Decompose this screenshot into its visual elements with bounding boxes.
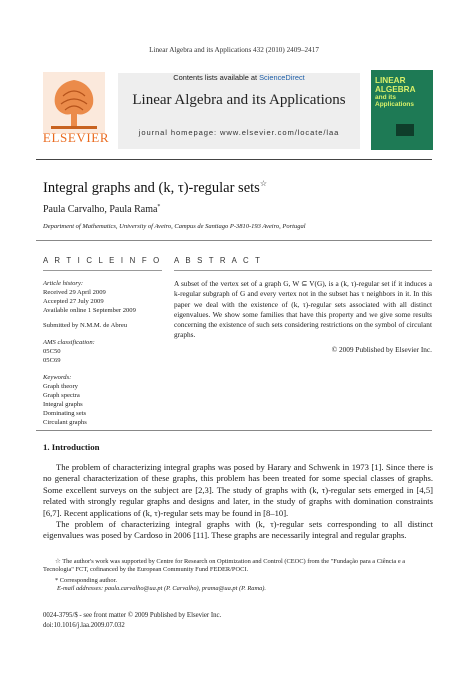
ams-label: AMS classification:: [43, 339, 95, 346]
body-paragraph: The problem of characterizing integral graphs with (k, τ)-regular sets corresponding to all distinct eigenvalues was posed by Cardoso in 2006 [11]. These graphs are necessarily integral and regular graphs.: [43, 519, 433, 541]
keyword: Graph theory: [43, 383, 78, 390]
ams-code: 05C69: [43, 357, 61, 364]
contents-prefix: Contents lists available at: [173, 73, 260, 82]
abstract-label: A B S T R A C T: [174, 256, 263, 265]
footnote-funding: ☆ The author's work was supported by Centre for Research on Optimization and Control (CEOC) from the "Fundação para a Ciência e a Tecnologia" FCT, cofinanced by the European Community Fund FEDER/POCI.: [43, 558, 406, 574]
footer-doi[interactable]: doi:10.1016/j.laa.2009.07.032: [43, 622, 125, 629]
header-rule: [36, 159, 432, 160]
cover-title: [375, 76, 431, 108]
title-footnote-mark[interactable]: ☆: [259, 179, 267, 188]
keyword: Circulant graphs: [43, 419, 87, 426]
ams-classification: [43, 338, 163, 365]
article-history: [43, 279, 163, 315]
keywords: [43, 373, 163, 427]
divider: [43, 270, 162, 271]
keyword: Dominating sets: [43, 410, 87, 417]
contents-line: [118, 73, 360, 82]
corresponding-author-mark[interactable]: *: [157, 204, 161, 210]
keywords-label: Keywords:: [43, 374, 72, 381]
history-item: Available online 1 September 2009: [43, 307, 136, 314]
article-title-text: Integral graphs and (k, τ)-regular sets: [43, 180, 260, 196]
publisher-name: ELSEVIER: [42, 130, 110, 145]
cover-badge: [396, 124, 414, 136]
body-paragraph: The problem of characterizing integral graphs was posed by Harary and Schwenk in 1973 [1]. Since there is no general characterization of these graphs, this problem has been treated for some special classes of graphs. Some excellent surveys on the subject are [2,3]. The study of graphs with (k, τ)-regular sets emerged in [4,5] related with strongly regular graphs and designs and later, in the study of graphs with domination constraints [6,7]. Recent applications of (k, τ)-regular sets may be found in [8–10].: [43, 462, 433, 518]
abstract-copyright: © 2009 Published by Elsevier Inc.: [331, 345, 432, 354]
journal-homepage[interactable]: journal homepage: www.elsevier.com/locate/laa: [138, 128, 340, 137]
footnote-email: E-mail addresses: paula.carvalho@ua.pt (P. Carvalho), prama@ua.pt (P. Rama).: [57, 585, 267, 592]
cover-title-line: Applications: [375, 101, 415, 108]
affiliation: Department of Mathematics, University of Aveiro, Campus de Santiago P-3810-193 Aveiro, Portugal: [43, 223, 306, 230]
history-item: Accepted 27 July 2009: [43, 298, 104, 305]
cover-title-line: ALGEBRA: [375, 85, 416, 94]
cover-title-line: LINEAR: [375, 76, 406, 85]
author-names: Paula Carvalho, Paula Rama: [43, 204, 158, 215]
divider: [36, 430, 432, 431]
divider: [174, 270, 432, 271]
elsevier-tree-logo: [43, 72, 105, 134]
history-item: Received 29 April 2009: [43, 289, 106, 296]
authors: [43, 204, 160, 215]
article-title: [43, 179, 267, 197]
article-info-label: A R T I C L E I N F O: [43, 256, 162, 265]
cover-title-line: and its: [375, 94, 396, 101]
submitted-by: Submitted by N.M.M. de Abreu: [43, 322, 128, 329]
sciencedirect-link[interactable]: ScienceDirect: [259, 73, 305, 82]
section-heading-introduction: 1. Introduction: [43, 442, 100, 452]
footnote-corresponding: * Corresponding author.: [55, 577, 117, 584]
abstract-text: A subset of the vertex set of a graph G, W ⊆ V(G), is a (k, τ)-regular set if it induces a k-regular subgraph of G and every vertex not in the subset has τ neighbors in it. In this paper we deal with the existence of (k, τ)-regular sets associated with all distinct eigenvalues. We show some families that have this property and we give some results concerning the existence of such sets considering restrictions on the symbol of circulant graphs.: [174, 279, 432, 340]
ams-code: 05C50: [43, 348, 61, 355]
running-head: Linear Algebra and its Applications 432 (2010) 2409–2417: [149, 46, 319, 54]
journal-header-box: [118, 73, 360, 149]
divider: [36, 240, 432, 241]
history-label: Article history:: [43, 280, 84, 287]
keyword: Integral graphs: [43, 401, 83, 408]
keyword: Graph spectra: [43, 392, 80, 399]
footer-issn: 0024-3795/$ - see front matter © 2009 Published by Elsevier Inc.: [43, 612, 222, 619]
journal-title: Linear Algebra and its Applications: [132, 92, 346, 108]
